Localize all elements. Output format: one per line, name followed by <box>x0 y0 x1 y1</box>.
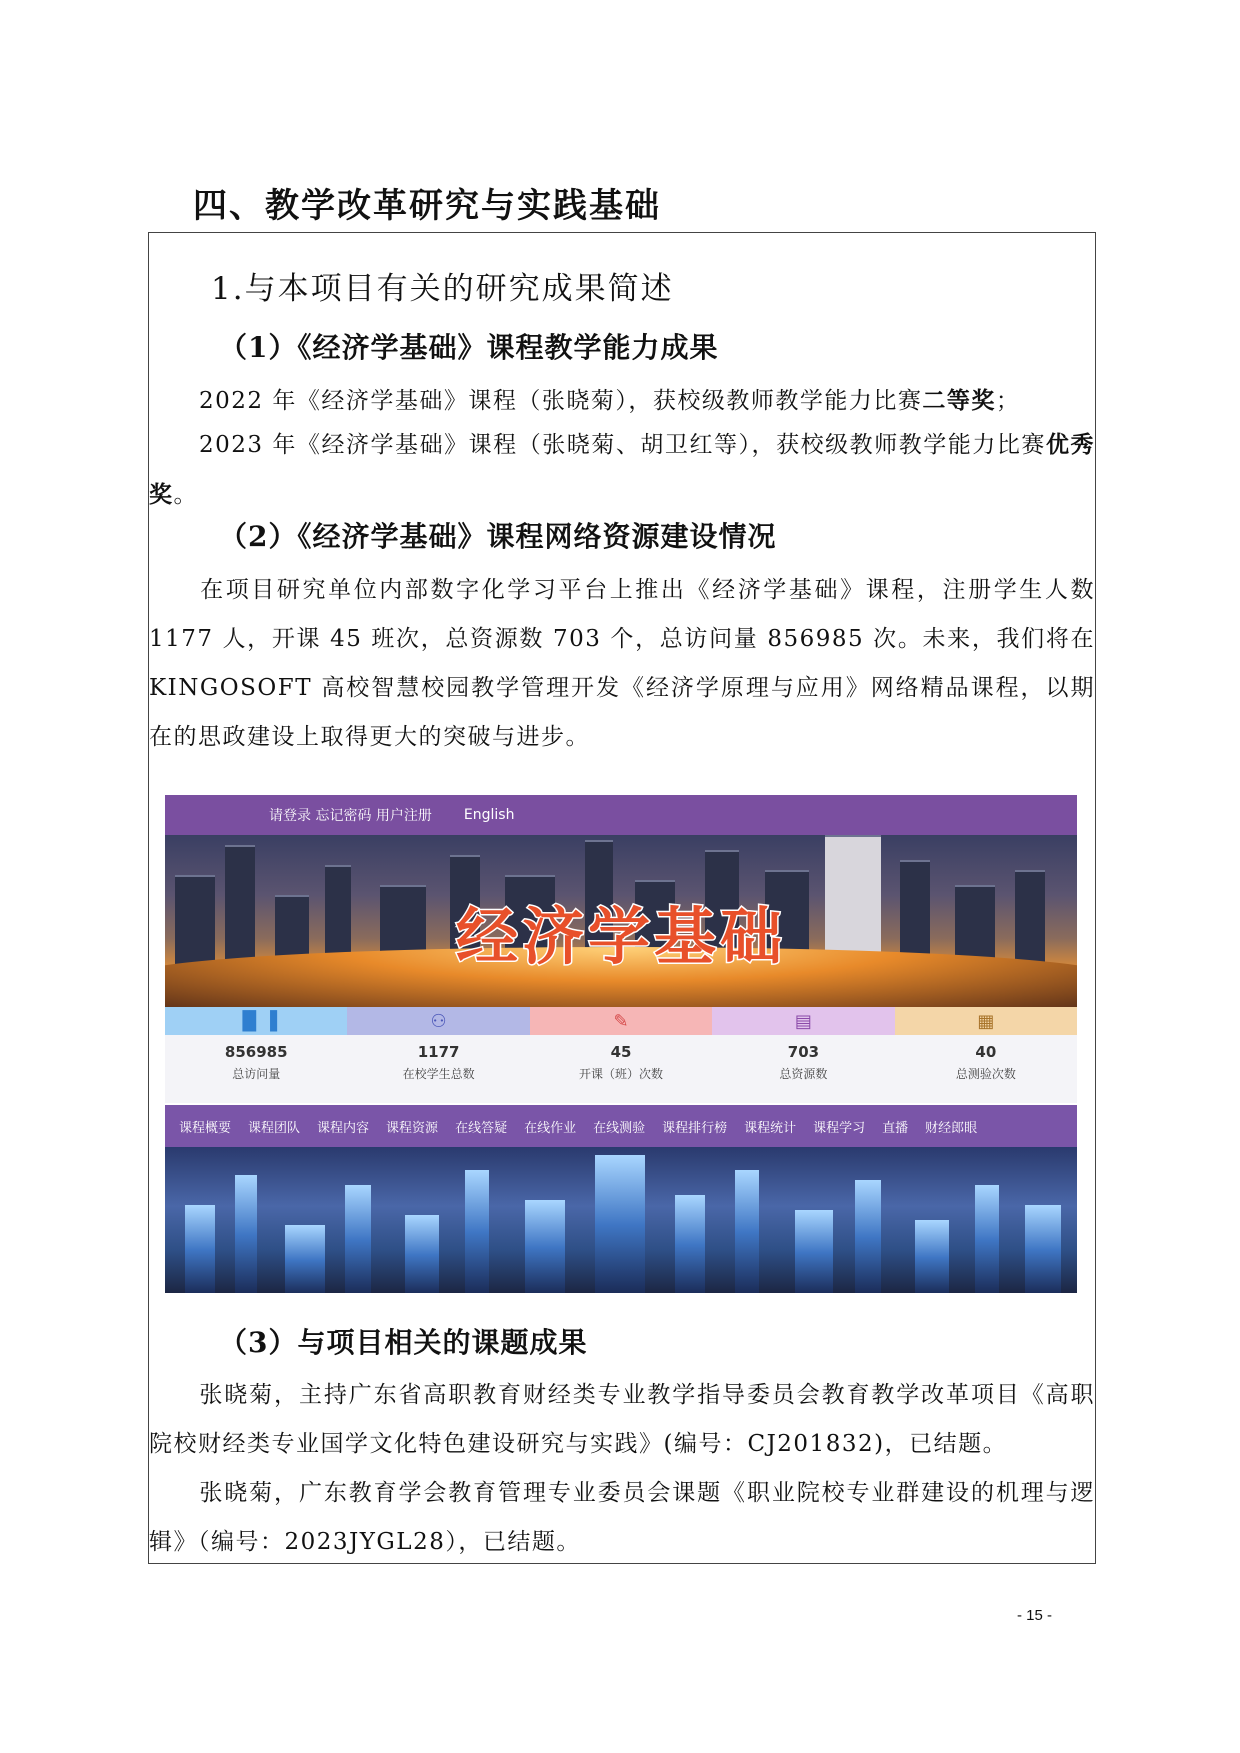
stat-visits: ▐▌▐ 856985 总访问量 <box>165 1007 347 1103</box>
site-topbar <box>165 795 1077 835</box>
login-links[interactable]: 请登录 忘记密码 用户注册 <box>269 808 432 824</box>
site-banner <box>165 835 1077 1007</box>
part2-paragraph: 在项目研究单位内部数字化学习平台上推出《经济学基础》课程，注册学生人数 1177 人，开课 45 班次，总资源数 703 个，总访问量 856985 次。未来，我们将在 KINGOSOFT 高校智慧校园教学管理开发《经济学原理与应用》网络精品课程，以期在的思政建设上取得更大的突破与进步。 <box>149 577 1095 750</box>
part3-paragraph2: 张晓菊，广东教育学会教育管理专业委员会课题《职业院校专业群建设的机理与逻辑》（编号：2023JYGL28），已结题。 <box>149 1480 1095 1555</box>
stat-resources: ▤ 703 总资源数 <box>712 1007 894 1103</box>
users-icon: ⚇ <box>430 1010 447 1032</box>
nav-quiz[interactable]: 在线测验 <box>593 1120 646 1136</box>
nav-study[interactable]: 课程学习 <box>813 1120 866 1136</box>
part1-title: （1）《经济学基础》课程教学能力成果 <box>219 331 719 364</box>
part2-title: （2）《经济学基础》课程网络资源建设情况 <box>219 520 777 553</box>
nav-team[interactable]: 课程团队 <box>248 1120 301 1136</box>
class-icon: ✎ <box>613 1010 629 1032</box>
nav-finance-eye[interactable]: 财经郎眼 <box>925 1120 978 1136</box>
stat-quizzes: ▦ 40 总测验次数 <box>895 1007 1077 1103</box>
quiz-icon: ▦ <box>977 1010 995 1032</box>
nav-live[interactable]: 直播 <box>882 1120 909 1136</box>
nav-content[interactable]: 课程内容 <box>317 1120 370 1136</box>
nav-ranking[interactable]: 课程排行榜 <box>662 1120 728 1136</box>
course-site-screenshot <box>165 795 1077 1293</box>
part3-title: （3）与项目相关的课题成果 <box>219 1326 588 1359</box>
banner-title: 经济学基础 <box>455 900 786 973</box>
stat-students: ⚇ 1177 在校学生总数 <box>347 1007 529 1103</box>
bar-chart-icon: ▐▌▐ <box>235 1010 277 1032</box>
page-number: - 15 - <box>1016 1607 1052 1624</box>
language-link[interactable]: English <box>463 807 515 823</box>
part1-line1: 2022 年《经济学基础》课程（张晓菊），获校级教师教学能力比赛二等奖； <box>199 387 1021 414</box>
stat-classes: ✎ 45 开课（班）次数 <box>530 1007 712 1103</box>
inbox-icon: ▤ <box>794 1010 812 1032</box>
content-frame <box>148 232 1096 1564</box>
stats-row <box>165 1007 1077 1103</box>
nav-homework[interactable]: 在线作业 <box>524 1120 577 1136</box>
nav-resources[interactable]: 课程资源 <box>386 1120 439 1136</box>
part3-paragraph1: 张晓菊，主持广东省高职教育财经类专业教学指导委员会教育教学改革项目《高职院校财经类专业国学文化特色建设研究与实践》(编号：CJ201832)，已结题。 <box>149 1382 1095 1457</box>
part1-line2: 2023 年《经济学基础》课程（张晓菊、胡卫红等），获校级教师教学能力比赛优秀奖。 <box>149 431 1095 508</box>
heading-research-summary: 1.与本项目有关的研究成果简述 <box>211 271 674 307</box>
city-night-image <box>165 1147 1077 1293</box>
nav-statistics[interactable]: 课程统计 <box>744 1120 797 1136</box>
section-title: 四、教学改革研究与实践基础 <box>193 186 661 226</box>
course-nav <box>165 1105 1077 1147</box>
nav-overview[interactable]: 课程概要 <box>179 1120 232 1136</box>
nav-qa[interactable]: 在线答疑 <box>455 1120 508 1136</box>
